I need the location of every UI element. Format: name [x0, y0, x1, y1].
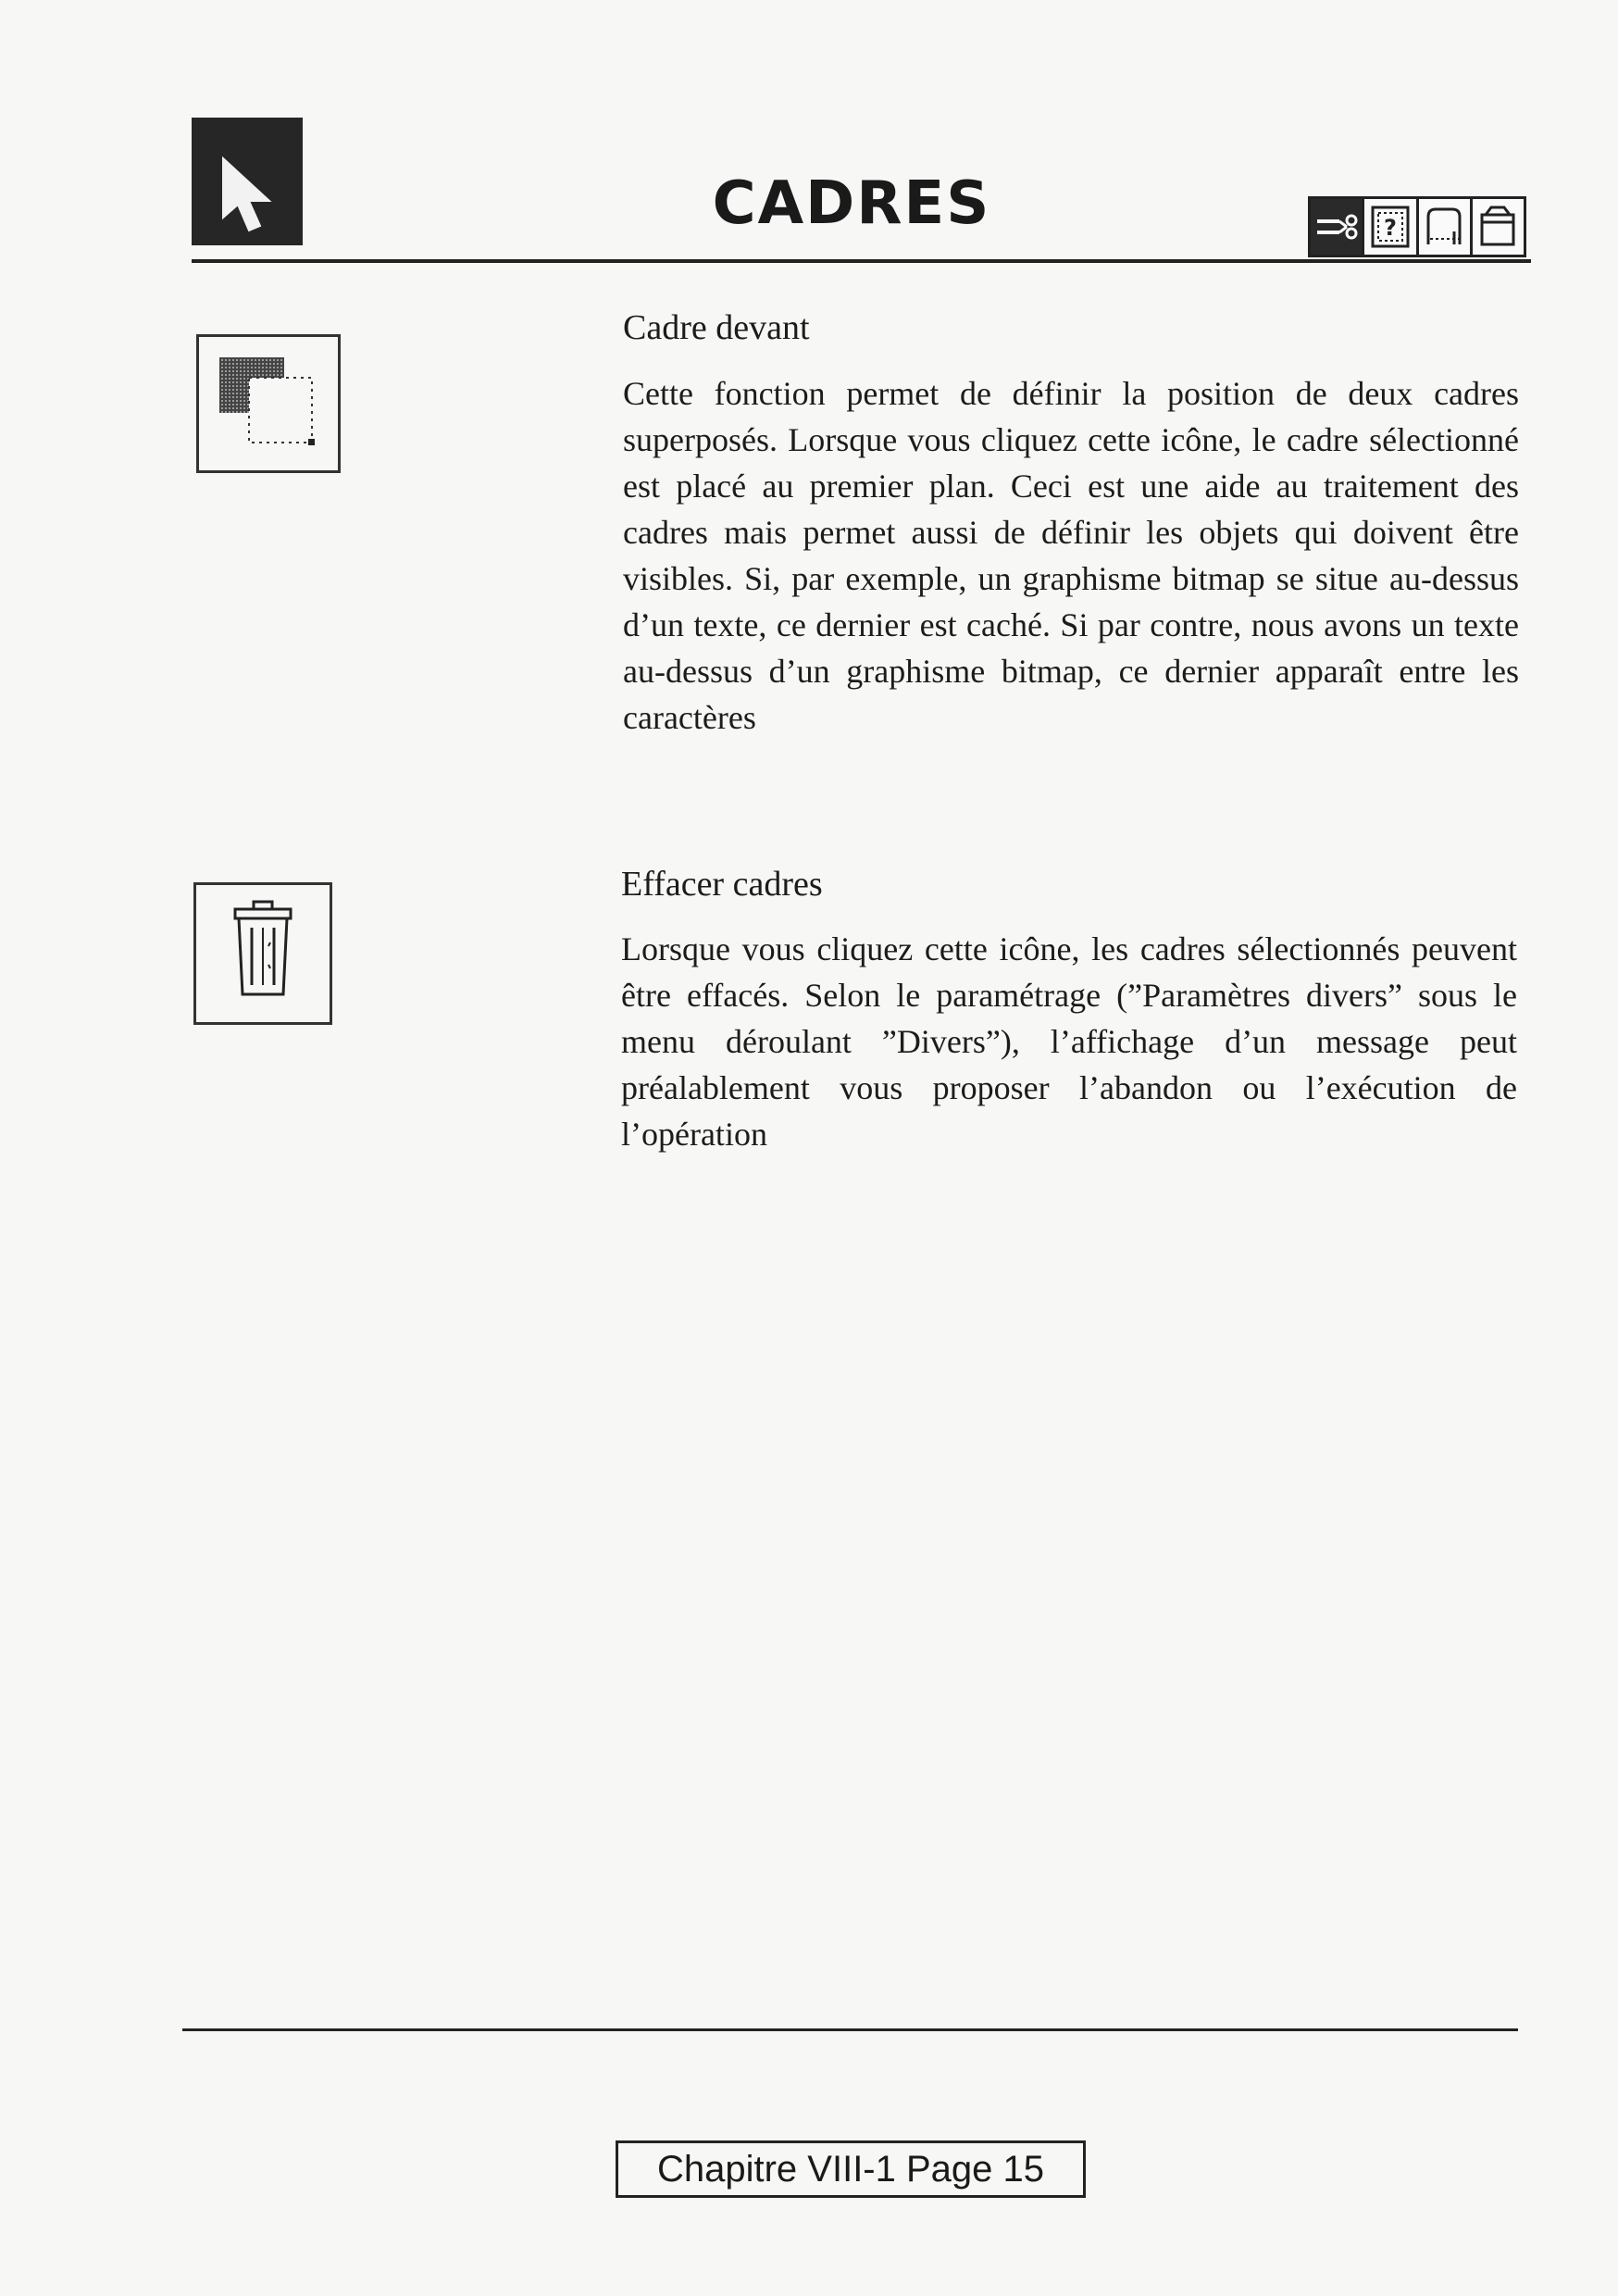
- svg-text:?: ?: [1383, 215, 1397, 241]
- arrow-pointer-icon: [192, 118, 303, 245]
- header-divider: [192, 259, 1531, 263]
- section-title: Effacer cadres: [621, 865, 823, 904]
- section-title: Cadre devant: [623, 308, 810, 347]
- frame-outline-icon[interactable]: [1419, 199, 1473, 255]
- footer-divider: [182, 2028, 1518, 2031]
- section-body: Cette fonction permet de définir la position de deux cadres superposés. Lorsque vous cliquez cette icône, le cadre sélectionné est placé au premier plan. Ceci est une aide au traitement des cadres mais permet aussi de définir les objets qui doivent être visibles. Si, par exemple, un graphisme bitmap se situe au-dessus d’un texte, ce dernier est caché. Si par contre, nous avons un texte au-dessus d’un graphisme bitmap, ce dernier apparaît entre les caractères: [623, 375, 1519, 736]
- frame-box-icon[interactable]: [1473, 199, 1524, 255]
- help-question-icon[interactable]: [1364, 199, 1418, 255]
- page-title: CADRES: [712, 169, 991, 238]
- section-body: Lorsque vous cliquez cette icône, les cadres sélectionnés peuvent être effacés. Selon le paramétrage (”Paramètres divers” sous le menu déroulant ”Divers”), l’affichage d’un message peut préalablement vous proposer l’abandon ou l’exécution de l’opération: [621, 930, 1517, 1153]
- toolbar: [1308, 196, 1526, 257]
- frame-front-icon: [196, 334, 341, 473]
- scissors-icon[interactable]: [1311, 199, 1364, 255]
- trash-can-icon: [193, 882, 332, 1025]
- page-number-label: Chapitre VIII-1 Page 15: [616, 2140, 1086, 2198]
